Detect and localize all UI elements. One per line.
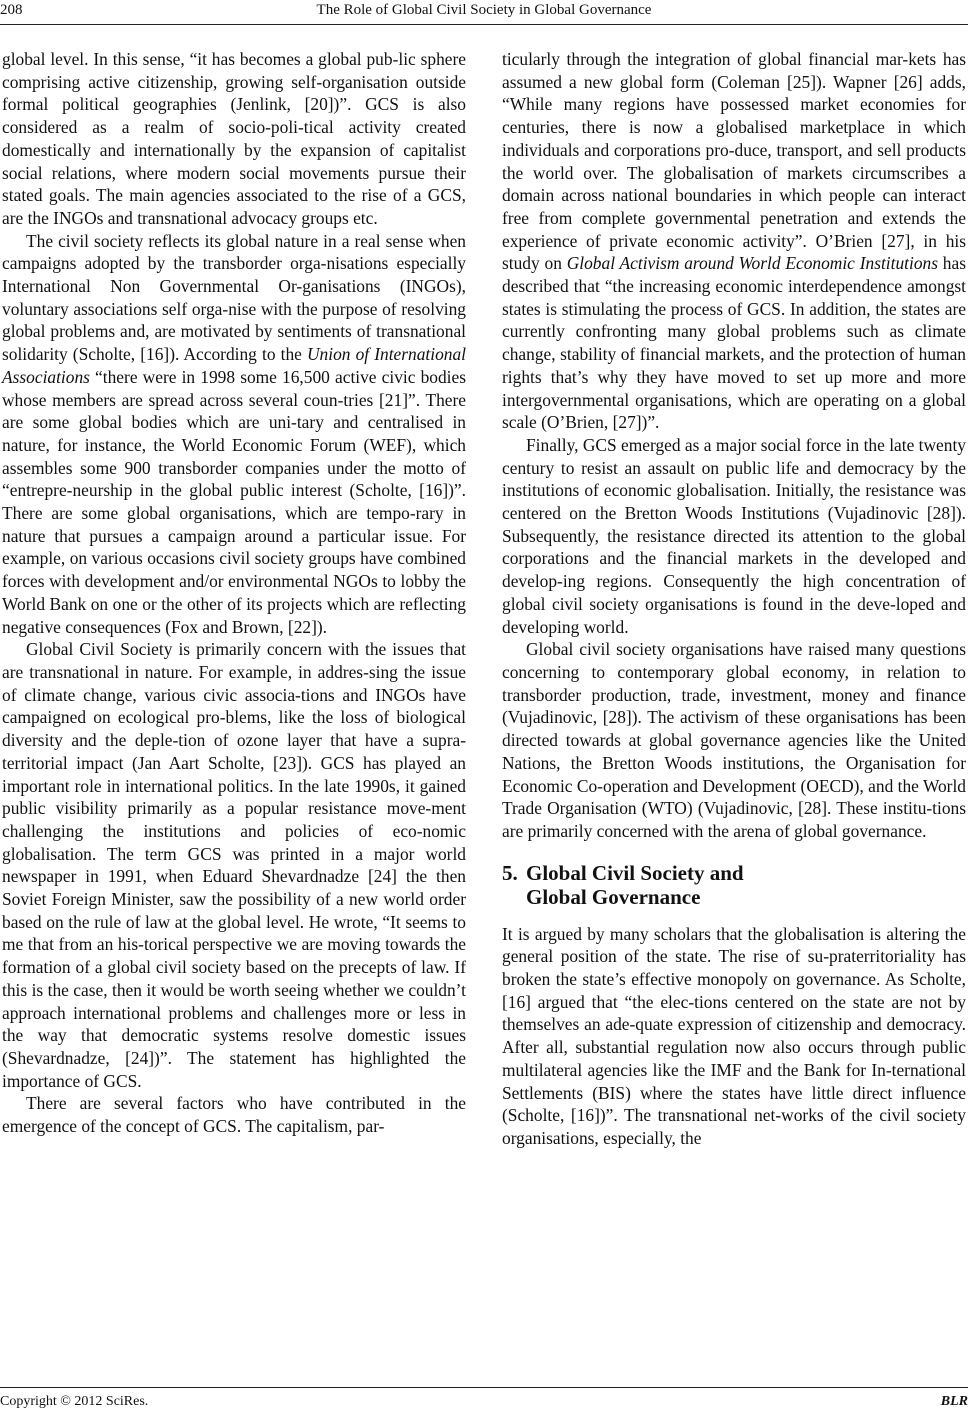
section-title-line2: Global Governance [526, 884, 701, 909]
section-heading [502, 861, 966, 909]
running-title: The Role of Global Civil Society in Global Governance [316, 2, 652, 18]
paragraph: Global Civil Society is primarily concern with the issues that are transnational in nature. For example, in addres-sing the issue of climate change, various civic associa-tions and INGOs have campaigned on ecological pro-blems, like the loss of biological diversity and the deple-tion of ozone layer that have a supra-territorial impact (Jan Aart Scholte, [23]). GCS has played an important role in international politics. In the late 1990s, it gained public visibility primarily as a popular resistance move-ment challenging the institutions and policies of eco-nomic globalisation. The term GCS was printed in a major world newspaper in 1991, when Eduard Shevardnadze [24] the then Soviet Foreign Minister, saw the possibility of a new world order based on the rule of law at the global level. He wrote, “It seems to me that from an his-torical perspective we are moving towards the formation of a global civil society based on the precepts of law. If this is the case, then it would be worth seeing whether we couldn’t approach international problems and challenges more or less in the way that democratic systems resolve domestic issues (Shevardnadze, [24])”. The statement has highlighted the importance of GCS. [2, 639, 466, 1091]
right-column [502, 48, 966, 1150]
left-column [2, 48, 466, 1138]
paragraph: ticularly through the integration of global financial mar-kets has assumed a new global form (Coleman [25]). Wapner [26] adds, “While many regions have possessed market economies for centuries, there is now a globalised marketplace in which individuals and corporations pro-duce, transport, and sell products the world over. The globalisation of markets circumscribes a domain across national boundaries in which people can interact free from complete governmental penetration and extends the experience of private economic activity”. O’Brien [27], in his study on Global Activism around World Economic Institutions has described that “the increasing economic interdependence amongst states is stimulating the process of GCS. In addition, the states are currently confronting many global problems such as climate change, stability of financial markets, and the protection of human rights that’s why they have moved to set up more and more intergovernmental organisations, which are operating on a global scale (O’Brien, [27])”. [502, 49, 966, 433]
page-header [0, 0, 968, 25]
paragraph: global level. In this sense, “it has becomes a global pub-lic sphere comprising active citizenship, growing self-organisation outside formal political geographies (Jenlink, [20])”. GCS is also considered as a realm of socio-poli-tical activity created domestically and internationally by the expansion of capitalist social relations, where modern social movements pursue their stated goals. The main agencies associated to the rise of a GCS, are the INGOs and transnational advocacy groups etc. [2, 49, 466, 228]
paragraph: There are several factors who have contributed in the emergence of the concept of GCS. The capitalism, par- [2, 1093, 466, 1137]
section-number: 5. [502, 860, 518, 885]
emphasis: Union of International Associations [2, 344, 467, 387]
paragraph: Global civil society organisations have raised many questions concerning to contemporary global economy, in relation to transborder production, trade, investment, money and finance (Vujadinovic, [28]). The activism of these organisations has been directed towards at global governance agencies like the United Nations, the Bretton Woods institutions, the Organisation for Economic Co-operation and Development (OECD), and the World Trade Organisation (WTO) (Vujadinovic, [28]. These institu-tions are primarily concerned with the arena of global governance. [502, 639, 966, 841]
emphasis: Global Activism around World Economic Institutions [566, 253, 938, 274]
page-footer [0, 1387, 968, 1412]
copyright-notice: Copyright © 2012 SciRes. [0, 1394, 149, 1409]
section-title-line1: Global Civil Society and [526, 860, 744, 885]
paragraph: It is argued by many scholars that the globalisation is altering the general position of the state. The rise of su-praterritoriality has broken the state’s effective monopoly on governance. As Scholte, [16] argued that “the elec-tions centered on the state are not by themselves an ade-quate expression of citizenship and democracy. After all, substantial regulation now also occurs through public multilateral agencies like the IMF and the Bank for In-ternational Settlements (BIS) where the states have little direct influence (Scholte, [16])”. The transnational net-works of the civil society organisations, especially, the [502, 923, 966, 1148]
page-number: 208 [0, 2, 23, 18]
paragraph: Finally, GCS emerged as a major social force in the late twenty century to resist an assault on public life and democracy by the institutions of economic globalisation. Initially, the resistance was centered on the Bretton Woods Institutions (Vujadinovic [28]). Subsequently, the resistance directed its attention to the global corporations and the financial markets in the developed and develop-ing regions. Consequently the high concentration of global civil society organisations is found in the deve-loped and developing world. [502, 434, 966, 637]
journal-abbreviation: BLR [940, 1394, 968, 1409]
paragraph: The civil society reflects its global nature in a real sense when campaigns adopted by the transborder orga-nisations especially International Non Governmental Or-ganisations (INGOs), voluntary associations self orga-nise with the purpose of resolving global problems and, are motivated by sentiments of transnational solidarity (Scholte, [16]). According to the Union of International Associations “there were in 1998 some 16,500 active civic bodies whose members are spread across several coun-tries [21]”. There are some global bodies which are uni-tary and centralised in nature, for instance, the World Economic Forum (WEF), which assembles some 900 transborder companies under the motto of “entrepre-neurship in the global public interest (Scholte, [16])”. There are some global organisations, which are tempo-rary in nature that pursues a campaign around a particular issue. For example, on various occasions civil society groups have combined forces with development and/or environmental NGOs to lobby the World Bank on one or the other of its projects which are reflecting negative consequences (Fox and Brown, [22]). [2, 230, 467, 637]
